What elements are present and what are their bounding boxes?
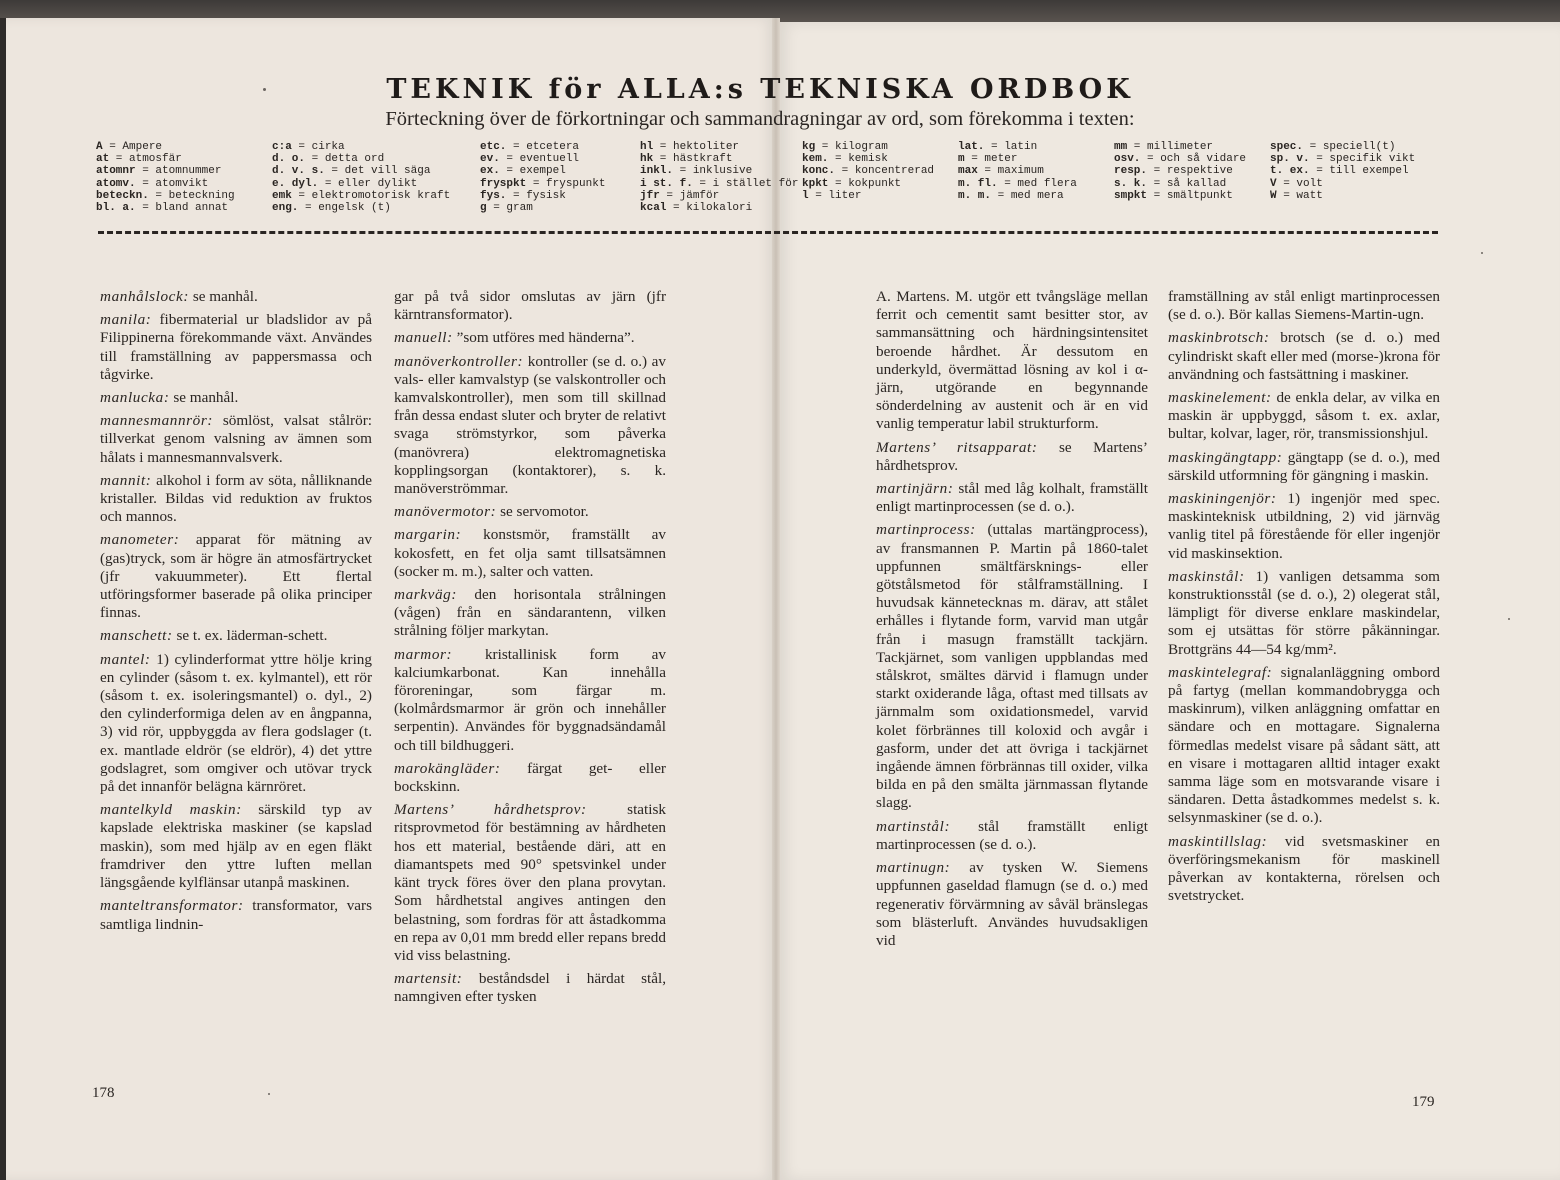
entry-headword: maskintelegraf: [1168,663,1273,681]
entry-headword: manhålslock: [100,288,190,305]
abbreviation-key: resp. [1114,165,1148,178]
entry-headword: manteltransformator: [100,897,244,915]
entry-headword: martensit: [394,970,463,988]
abbreviation-meaning: = atmosfär [109,153,182,166]
abbreviation-meaning: = specifik vikt [1309,153,1416,166]
abbreviation-item [958,178,1077,190]
abbreviation-meaning: = liter [808,189,862,202]
abbreviation-meaning: = med flera [997,177,1077,190]
abbreviation-item [96,141,235,153]
abbreviation-item [272,165,450,177]
entry-headword: marokängläder: [394,759,501,777]
abbreviation-item [480,202,605,214]
entry-definition: statisk ritsprovmetod för bestämning av hårdheten hos ett material, bestående däri, att en diamantspets med 90° spetsvinkel under känt tryck föres över den plana provytan. Som hårdhetstal angives antingen den belastning, som fordras för att åstadkomma en repa av 0,01 mm bredd eller repans bredd vid viss belastning. [394,801,666,964]
entry-headword: manila: [100,311,152,329]
dictionary-entry [876,480,1148,516]
abbreviation-meaning: = hektoliter [653,141,740,153]
entry-headword: markväg: [394,586,457,604]
scan-speck [1508,618,1510,620]
abbreviation-meaning: = respektive [1147,165,1233,178]
abbreviation-key: eng. [272,202,299,215]
dictionary-entry [876,439,1148,475]
abbreviation-meaning: = kemisk [828,153,888,166]
abbreviation-key: kg [802,141,816,153]
dictionary-entry [1168,568,1440,659]
abbreviation-key: inkl. [640,165,674,178]
abbreviation-item [1114,141,1246,153]
abbreviation-item [272,190,450,202]
entry-headword: manometer: [100,531,180,549]
abbreviation-key: konc. [802,165,836,178]
dashed-divider [98,231,1438,234]
entry-definition: stål med låg kolhalt, framställt enligt martinprocessen (se d. o.). [876,480,1148,516]
entry-headword: Martens’ ritsapparat: [876,438,1038,456]
entry-headword: martinjärn: [876,480,954,498]
dictionary-entry [100,627,372,645]
abbreviation-key: ev. [480,153,500,166]
abbreviation-meaning: = detta ord [305,153,385,166]
page-number-left: 178 [92,1085,115,1101]
abbreviation-key: osv. [1114,153,1141,166]
dictionary-entry [394,646,666,755]
abbreviation-meaning: = fryspunkt [526,177,606,190]
entry-definition: 1) cylinderformat yttre hölje kring en cylinder (såsom t. ex. kylmantel), ett rör (såsom t. ex. isoleringsmantel) o. dyl., 2) den cylinderformiga delen av en ångpanna, 3) vid rör, uppbyggda av flera godslager (t. ex. mantlade eldrör (se eldrör), 4) det yttre godslagret, som omgiver och utövar tryck på det innanför belägna kärnröret. [100,650,372,796]
abbreviation-meaning: = gram [486,202,533,215]
abbreviation-column [640,141,798,214]
text-column-1 [100,288,372,939]
dictionary-entry [394,760,666,796]
abbreviation-key: fryspkt [480,177,527,190]
abbreviation-key: m [958,153,965,166]
entry-headword: Martens’ hårdhetsprov: [394,801,587,819]
abbreviation-key: W [1270,189,1277,202]
entry-headword: manuell: [394,329,453,347]
abbreviation-item [96,153,235,165]
entry-definition: se servomotor. [496,503,589,521]
abbreviation-item [1270,178,1415,190]
entry-definition: stål framställt enligt martinprocessen (se d. o.). [876,817,1148,853]
entry-headword: martinugn: [876,859,951,877]
abbreviation-meaning: = kilokalori [666,202,753,215]
entry-headword: margarin: [394,526,462,544]
entry-definition: konstsmör, framställt av kokosfett, en fet olja samt tillsatsämnen (socker m. m.), salter och vatten. [394,526,666,580]
dictionary-entry [1168,664,1440,828]
abbreviation-key: hl [640,141,654,153]
abbreviation-item [958,165,1077,177]
abbreviation-key: kpkt [802,177,829,190]
page-number-right: 179 [1412,1094,1435,1110]
abbreviation-item [272,178,450,190]
text-column-3 [876,288,1148,955]
entry-headword: manövermotor: [394,503,497,521]
abbreviation-key: spec. [1270,141,1304,153]
abbreviation-meaning: = beteckning [148,189,235,202]
abbreviation-meaning: = millimeter [1127,141,1214,153]
abbreviation-key: atomv. [96,177,136,190]
abbreviation-item [480,141,605,153]
dictionary-entry [1168,449,1440,485]
abbreviation-key: max [958,165,978,178]
entry-definition: de enkla delar, av vilka en maskin är uppbyggd, såsom t. ex. axlar, bultar, kolvar, lager, rör, transmissionshjul. [1168,389,1440,443]
entry-definition: se manhål. [169,389,239,407]
abbreviation-item [640,178,798,190]
abbreviation-item [96,190,235,202]
abbreviation-item [1114,153,1246,165]
abbreviation-column [802,141,934,202]
abbreviation-key: kem. [802,153,829,166]
abbreviation-key: lat. [958,141,985,153]
entry-headword: martinstål: [876,817,951,835]
abbreviation-item [272,141,450,153]
entry-definition: beståndsdel i härdat stål, namngiven efter tysken [394,970,666,1006]
abbreviation-item [480,178,605,190]
abbreviation-item [802,141,934,153]
abbreviation-item [1270,153,1415,165]
abbreviation-meaning: = hästkraft [653,153,733,166]
abbreviation-column [272,141,450,214]
dictionary-entry [394,586,666,641]
abbreviation-meaning: = i stället för [692,177,799,190]
dictionary-entry [876,288,1148,434]
abbreviation-key: ex. [480,165,500,178]
abbreviation-column [480,141,605,214]
abbreviation-meaning: = engelsk (t) [298,202,391,215]
abbreviation-key: atomnr [96,165,136,178]
entry-definition: den horisontala strålningen (vågen) från en sändarantenn, vilken strålning följer markytan. [394,586,666,640]
abbreviation-item [272,153,450,165]
entry-headword: mannit: [100,471,152,489]
dictionary-entry [100,651,372,797]
entry-definition: ”som utföres med händerna”. [452,329,635,347]
abbreviation-item [1114,165,1246,177]
dictionary-entry [1168,833,1440,906]
page-title: TEKNIK för ALLA:s TEKNISKA ORDBOK [386,74,1134,105]
entry-definition: sömlöst, valsat stålrör: tillverkat genom valsning av ämnen som hålats i mannesmannvalsverk. [100,412,372,466]
dictionary-entry [100,288,372,306]
abbreviation-column [96,141,235,214]
entry-definition: gängtapp (se d. o.), med särskild utformning för gängning i maskin. [1168,448,1440,484]
abbreviation-meaning: = till exempel [1309,165,1409,178]
entry-headword: maskinbrotsch: [1168,329,1270,347]
dictionary-entry [100,389,372,407]
abbreviation-item [640,141,798,153]
abbreviation-item [802,178,934,190]
dictionary-header [70,74,1450,131]
entry-headword: mannesmannrör: [100,412,214,430]
abbreviation-key: m. m. [958,189,992,202]
abbreviation-key: hk [640,153,654,166]
abbreviation-meaning: = speciell(t) [1303,141,1396,153]
abbreviation-key: beteckn. [96,189,149,202]
abbreviation-meaning: = kilogram [815,141,888,153]
abbreviation-item [1270,190,1415,202]
abbreviation-key: sp. v. [1270,153,1310,166]
entry-definition: framställning av stål enligt martinprocessen (se d. o.). Bör kallas Siemens-Martin-ugn. [1168,288,1440,324]
dictionary-entry [394,288,666,324]
dictionary-entry [100,897,372,933]
abbreviation-item [640,202,798,214]
abbreviation-key: d. v. s. [272,165,325,178]
entry-definition: se t. ex. läderman-schett. [172,627,328,645]
entry-definition: fibermaterial ur bladslidor av på Filippinerna förekommande växt. Användes till framställning av pappersmassa och tågvirke. [100,311,372,383]
dictionary-entry [876,818,1148,854]
abbreviation-key: fys. [480,189,507,202]
abbreviation-meaning: = eventuell [499,153,580,166]
entry-definition: alkohol i form av söta, nålliknande kristaller. Bildas vid reduktion av fruktos och mannos. [100,471,372,526]
entry-headword: mantelkyld maskin: [100,801,242,819]
dictionary-entry [1168,490,1440,563]
abbreviation-meaning: = koncentrerad [835,165,935,178]
dictionary-entry [1168,389,1440,444]
abbreviation-item [1114,190,1246,202]
dictionary-entry [100,311,372,384]
entry-definition: vid svetsmaskiner en överföringsmekanism för maskinell påverkan av kontakterna, rörelsen och svetstrycket. [1168,832,1440,905]
abbreviation-column [1114,141,1246,202]
abbreviation-item [272,202,450,214]
entry-definition: apparat för mätning av (gas)tryck, som är högre än atmosfärtrycket (jfr vakuummeter). Ett flertal utföringsformer baserade på olika principer finnas. [100,531,372,622]
entry-definition: av tysken W. Siemens uppfunnen gaseldad flamugn (se d. o.) med regenerativ förvärmning av såväl bränslegas som blästerluft. Användes huvudsakligen vid [876,859,1148,949]
dictionary-entry [100,801,372,892]
abbreviation-meaning: = cirka [291,141,345,153]
abbreviation-item [1114,178,1246,190]
abbreviation-item [640,165,798,177]
abbreviation-item [480,190,605,202]
abbreviation-meaning: = meter [964,153,1018,166]
dictionary-entry [100,412,372,467]
entry-definition: transformator, vars samtliga lindnin- [100,897,372,933]
abbreviation-item [958,141,1077,153]
abbreviation-meaning: = så kallad [1147,177,1227,190]
abbreviation-column [958,141,1077,202]
abbreviation-item [96,165,235,177]
dictionary-entry [876,521,1148,812]
entry-definition: signalanläggning ombord på fartyg (mellan kommandobrygga och maskinrum), vilken anläggning omfattar en sändare och en mottagare. Signalerna förmedlas medelst visare på sådant sätt, att en visare i mottagaren alltid intager exakt samma läge som en motsvarande visare i sändaren. Detta åstadkommes medelst s. k. selsynmaskiner (se d. o.). [1168,663,1440,827]
abbreviation-meaning: = atomvikt [135,177,209,190]
abbreviation-meaning: = det vill säga [324,165,431,178]
abbreviation-item [96,178,235,190]
text-column-2 [394,288,666,1012]
abbreviation-meaning: = och så vidare [1140,153,1247,166]
entry-headword: manschett: [100,627,173,645]
entry-headword: maskinstål: [1168,567,1245,585]
entry-definition: färgat get- eller bockskinn. [394,759,666,796]
abbreviation-key: d. o. [272,153,306,166]
abbreviation-key: A [96,141,103,153]
abbreviation-item [96,202,235,214]
abbreviation-item [640,153,798,165]
abbreviation-key: at [96,153,110,166]
entry-headword: mantel: [100,650,151,668]
scan-speck [263,88,266,91]
abbreviation-item [1270,141,1415,153]
entry-definition: A. Martens. M. utgör ett tvångsläge mellan ferrit och cementit samt besitter stor, av sammansättning och härdningsintensitet beroende hårdhet. Är dessutom en underkyld, övermättad lösning av kol i α-järn, utgörande en begynnande sönderdelning av austenit och är en vid vanlig temperatur labil strukturform. [876,288,1148,433]
abbreviation-meaning: = exempel [499,165,566,178]
scan-speck [268,1093,270,1095]
abbreviation-meaning: = fysisk [506,189,566,202]
abbreviation-key: t. ex. [1270,165,1310,178]
entry-definition: kristallinisk form av kalciumkarbonat. Kan innehålla föroreningar, som färgar m. (kolmårdsmarmor är grön och innehåller serpentin). Användes för byggnadsändamål och till bildhuggeri. [394,645,666,754]
abbreviation-meaning: = eller dylikt [318,177,418,190]
dictionary-entry [394,970,666,1006]
abbreviation-column [1270,141,1415,202]
abbreviation-table [96,141,1476,221]
entry-definition: brotsch (se d. o.) med cylindriskt skaft eller med (morse-)krona för användning och fastsättning i maskiner. [1168,329,1440,383]
abbreviation-meaning: = inklusive [673,165,753,178]
entry-headword: maskingängtapp: [1168,448,1283,466]
abbreviation-item [640,190,798,202]
entry-headword: manöverkontroller: [394,352,524,370]
abbreviation-item [480,165,605,177]
dictionary-entry [876,859,1148,950]
abbreviation-meaning: = kokpunkt [828,177,902,190]
abbreviation-meaning: = atomnummer [135,165,222,178]
abbreviation-meaning: = jämför [659,189,720,202]
abbreviation-item [802,165,934,177]
entry-headword: maskiningenjör: [1168,490,1277,508]
entry-definition: se Martens’ hårdhetsprov. [876,438,1148,474]
entry-headword: maskintillslag: [1168,832,1268,850]
abbreviation-key: i st. f. [640,177,693,190]
entry-headword: manlucka: [100,389,170,407]
abbreviation-key: etc. [480,141,507,153]
dictionary-entry [1168,288,1440,324]
abbreviation-item [958,190,1077,202]
text-column-4 [1168,288,1440,911]
entry-definition: särskild typ av kapslade elektriska maskiner (se kapslad maskin), som med hjälp av en egen fläkt framdriver den yttre luften mellan längsgående kylflänsar utanpå maskinen. [100,801,372,892]
abbreviation-item [1270,165,1415,177]
abbreviation-key: smpkt [1114,189,1148,202]
abbreviation-meaning: = latin [984,141,1038,153]
abbreviation-item [802,190,934,202]
abbreviation-meaning: = smältpunkt [1147,189,1233,202]
entry-definition: kontroller (se d. o.) av vals- eller kamvalstyp (se valskontroller och kamvalskontroller), men som till skillnad från dessa endast sluter och bryter de relativt svaga strömstyrkor, som påverka (manövrera) elektromagnetiska kopplingsorgan (kontaktorer), s. k. manöverströmmar. [394,352,667,498]
dictionary-entry [394,526,666,581]
abbreviation-meaning: = maximum [977,165,1044,178]
entry-definition: (uttalas martängprocess), av fransmannen P. Martin på 1860-talet uppfunnen smältfärsknings- eller götstålsmetod för stålframställning. I huvudsak kännetecknas m. därav, att stålet erhålles i flytande form, varvid man utgår från i masugn framställt tackjärn. Tackjärnet, som vanligen uppblandas med stålskrot, smältes därvid i flamugn under starkt oxiderande låga, oftast med tillsats av järnmalm som oxidationsmedel, varvid kolet förbrännes till koloxid och avgår i gasform, under det att övriga i tackjärnet ingående ämnen förbrännas till oxider, vilka bilda en på den smälta järnmassan flytande slagg. [876,521,1148,812]
abbreviation-key: s. k. [1114,177,1148,190]
entry-headword: maskinelement: [1168,389,1272,407]
entry-definition: 1) ingenjör med spec. maskinteknisk utbildning, 2) vid järnväg vanlig titel på förestående för eller ingenjör vid maskinsektion. [1168,490,1440,562]
abbreviation-key: jfr [640,189,660,202]
abbreviation-key: m. fl. [958,177,998,190]
abbreviation-meaning: = volt [1276,177,1323,190]
dictionary-entry [1168,329,1440,384]
dictionary-entry [100,531,372,622]
abbreviation-key: e. dyl. [272,177,319,190]
abbreviation-meaning: = Ampere [102,141,163,153]
entry-headword: marmor: [394,645,453,663]
abbreviation-meaning: = etcetera [506,141,580,153]
abbreviation-meaning: = bland annat [135,202,229,215]
dictionary-entry [394,503,666,521]
dictionary-entry [394,353,666,499]
abbreviation-meaning: = elektromotorisk kraft [291,189,451,202]
abbreviation-key: kcal [640,202,667,215]
abbreviation-meaning: = med mera [991,189,1064,202]
entry-definition: gar på två sidor omslutas av järn (jfr kärntransformator). [394,288,666,324]
abbreviation-key: V [1270,177,1277,190]
scan-speck [1481,252,1483,254]
entry-definition: 1) vanligen detsamma som konstruktionsstål (se d. o.), 2) olegerat stål, lämpligt för diverse enklare maskindelar, som ej utsättas för större påkänningar. Brottgräns 44—54 kg/mm². [1168,567,1440,658]
page-subtitle: Förteckning över de förkortningar och sammandragningar av ord, som förekomma i texten: [385,108,1135,130]
abbreviation-key: bl. a. [96,202,136,215]
abbreviation-meaning: = watt [1276,189,1323,202]
abbreviation-key: mm [1114,141,1128,153]
abbreviation-key: g [480,202,487,215]
abbreviation-key: l [802,189,809,202]
dictionary-entry [394,801,666,965]
dictionary-entry [100,472,372,527]
entry-definition: se manhål. [189,288,258,305]
abbreviation-item [802,153,934,165]
abbreviation-key: emk [272,189,292,202]
abbreviation-item [958,153,1077,165]
abbreviation-key: c:a [272,141,292,153]
abbreviation-item [480,153,605,165]
entry-headword: martinprocess: [876,521,976,539]
dictionary-entry [394,329,666,347]
